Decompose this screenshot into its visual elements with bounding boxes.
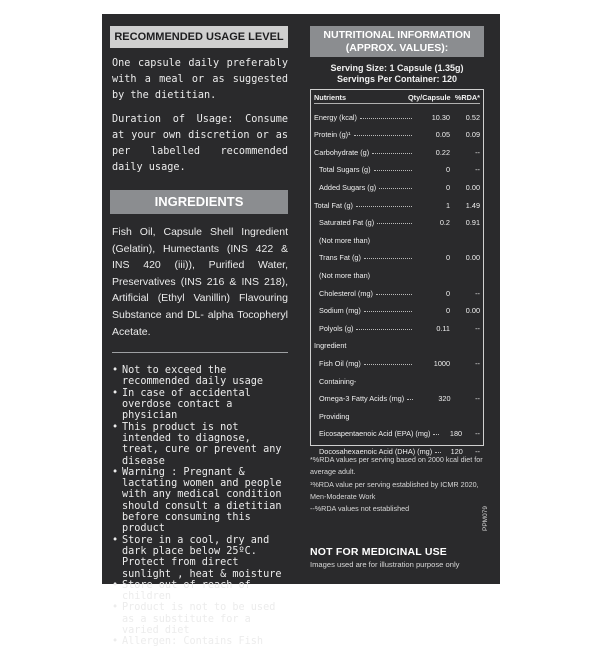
nutrient-rda: --	[475, 165, 480, 175]
product-code: PPM079	[482, 506, 489, 532]
left-column	[112, 26, 288, 648]
illustration-note: Images used are for illustration purpose only	[310, 560, 460, 570]
nutrition-heading-line2: (APPROX. VALUES):	[345, 42, 449, 54]
nutrient-name: Total Fat (g)	[314, 200, 353, 210]
nutrient-name: Trans Fat (g)	[319, 253, 361, 263]
nutrition-row	[314, 210, 480, 228]
dotted-leader	[354, 135, 413, 136]
nutrition-row	[314, 192, 480, 210]
ingredients-heading: INGREDIENTS	[110, 190, 288, 214]
warning-item: • Store out of reach of children	[112, 580, 288, 603]
nutrient-rda: --	[475, 429, 480, 439]
dotted-leader	[374, 170, 412, 171]
nutrient-name: Carbohydrate (g)	[314, 147, 370, 157]
nutrient-name: (Not more than)	[319, 270, 371, 280]
warnings-list	[112, 365, 288, 647]
nutrient-name: Fish Oil (mg)	[319, 358, 361, 368]
footnote-rda: *%RDA values per serving based on 2000 kcal diet for average adult.	[310, 455, 483, 477]
nutrient-rda: 0.91	[465, 218, 480, 228]
nutrition-row	[314, 386, 480, 404]
usage-instructions: One capsule daily preferably with a meal or as suggested by the dietitian.	[112, 58, 288, 101]
usage-heading: RECOMMENDED USAGE LEVEL	[110, 26, 288, 48]
nutrient-qty: 320	[438, 394, 451, 404]
nutrition-row	[314, 368, 480, 386]
dotted-leader	[356, 329, 412, 330]
ingredients-text: Fish Oil, Capsule Shell Ingredient (Gelatin), Humectants (INS 422 & INS 420 (iii)), Purified Water, Preservatives (INS 216 & INS 218), Artificial (Ethyl Vanillin) Flavouring Substance and DL- alpha Tocopheryl Acetate.	[112, 226, 288, 338]
dotted-leader	[372, 153, 412, 154]
nutrient-name: Polyols (g)	[319, 323, 354, 333]
nutrient-rda: 0.00	[465, 182, 480, 192]
nutrient-rda: 0.52	[465, 112, 480, 122]
nutrient-qty: 0	[445, 253, 450, 263]
nutrient-rda: --	[475, 446, 480, 456]
col-rda: %RDA*	[454, 93, 480, 102]
nutrition-row	[314, 421, 480, 439]
nutrient-name: Protein (g)¹	[314, 130, 351, 140]
footnote-icmr: ¹%RDA value per serving established by ICMR 2020, Men-Moderate Work	[310, 479, 479, 501]
nutrient-rda: 0.00	[465, 253, 480, 263]
nutrition-row	[314, 227, 480, 245]
nutrition-row	[314, 333, 480, 351]
nutrient-name: Total Sugars (g)	[319, 165, 371, 175]
col-nutrients: Nutrients	[314, 93, 347, 102]
warning-item: • Allergen: Contains Fish	[112, 636, 288, 647]
nutrition-row	[314, 245, 480, 263]
nutrient-name: Added Sugars (g)	[319, 182, 377, 192]
nutrient-name: Eicosapentaenoic Acid (EPA) (mg)	[319, 429, 431, 439]
dotted-leader	[356, 206, 412, 207]
dotted-leader	[364, 364, 412, 365]
nutrition-row	[314, 122, 480, 140]
nutrition-row	[314, 403, 480, 421]
nutrient-name: Cholesterol (mg)	[319, 288, 373, 298]
warning-item: • In case of accidental overdose contact a physician	[112, 388, 288, 422]
nutrient-name: Saturated Fat (g)	[319, 218, 375, 228]
dotted-leader	[364, 311, 412, 312]
nutrition-row	[314, 104, 480, 122]
product-label-panel	[102, 14, 500, 648]
dotted-leader	[364, 258, 412, 259]
nutrient-rda: --	[475, 288, 480, 298]
nutrient-rda: --	[475, 147, 480, 157]
nutrient-name: Docosahexaenoic Acid (DHA) (mg)	[319, 446, 433, 456]
nutrition-table	[310, 89, 484, 456]
footnotes	[310, 454, 484, 515]
nutrition-row	[314, 262, 480, 280]
right-column	[310, 26, 484, 569]
dotted-leader	[377, 223, 412, 224]
nutrient-qty: 1000	[433, 358, 450, 368]
nutrient-name: Ingredient	[314, 341, 347, 351]
nutrient-name: Sodium (mg)	[319, 306, 361, 316]
nutrient-qty: 0.22	[435, 147, 450, 157]
serving-info	[310, 63, 484, 85]
nutrition-row	[314, 157, 480, 175]
nutrient-name: Omega-3 Fatty Acids (mg)	[319, 394, 405, 404]
col-qty: Qty/Capsule	[408, 93, 451, 102]
nutrient-qty: 120	[450, 446, 463, 456]
nutrient-qty: 0.2	[439, 218, 450, 228]
nutrient-rda: 0.00	[465, 306, 480, 316]
warning-item: • Warning : Pregnant & lactating women and people with any medical condition should consult a dietitian before consuming this product	[112, 467, 288, 535]
nutrient-qty: 0	[445, 306, 450, 316]
warning-item: • Store in a cool, dry and dark place below 25ºC. Protect from direct sunlight , heat & moisture	[112, 535, 288, 580]
nutrition-row	[314, 315, 480, 333]
nutrient-name: (Not more than)	[319, 235, 371, 245]
nutrition-heading	[310, 26, 484, 57]
nutrient-rda: --	[475, 323, 480, 333]
nutrient-rda: --	[475, 358, 480, 368]
nutrition-row	[314, 298, 480, 316]
warning-item: • Not to exceed the recommended daily usage	[112, 365, 288, 388]
nutrient-qty: 1	[445, 200, 450, 210]
dotted-leader	[376, 294, 412, 295]
nutrition-row	[314, 350, 480, 368]
nutrient-name: Energy (kcal)	[314, 112, 357, 122]
footnote-not-established: --%RDA values not established	[310, 504, 410, 514]
nutrition-row	[314, 139, 480, 157]
nutrition-rows	[314, 104, 480, 456]
warning-item: • Product is not to be used as a substitute for a varied diet	[112, 602, 288, 636]
nutrient-rda: 1.49	[465, 200, 480, 210]
nutrition-row	[314, 280, 480, 298]
nutrient-qty: 180	[449, 429, 463, 439]
dotted-leader	[379, 188, 412, 189]
nutrient-rda: --	[475, 394, 480, 404]
usage-duration: Duration of Usage: Consume at your own discretion or as per labelled recommended daily usage.	[112, 114, 288, 173]
nutrition-heading-line1: NUTRITIONAL INFORMATION	[323, 29, 471, 41]
nutrient-qty: 0	[445, 165, 450, 175]
nutrient-qty: 0	[445, 182, 450, 192]
nutrient-qty: 0.05	[435, 130, 450, 140]
dotted-leader	[360, 118, 412, 119]
nutrition-table-header	[314, 92, 480, 104]
warning-item: • This product is not intended to diagnose, treat, cure or prevent any disease	[112, 422, 288, 467]
serving-size: Serving Size: 1 Capsule (1.35g)	[330, 63, 464, 73]
nutrient-rda: 0.09	[465, 130, 480, 140]
servings-per-container: Servings Per Container: 120	[336, 74, 458, 84]
section-divider	[112, 352, 288, 353]
nutrient-name: Containing-	[319, 376, 357, 386]
nutrient-qty: 0.11	[436, 323, 450, 333]
not-medicinal-notice: NOT FOR MEDICINAL USE	[310, 546, 448, 559]
nutrition-row	[314, 174, 480, 192]
nutrient-name: Providing	[319, 411, 350, 421]
nutrient-qty: 10.30	[431, 112, 450, 122]
nutrient-qty: 0	[445, 288, 450, 298]
